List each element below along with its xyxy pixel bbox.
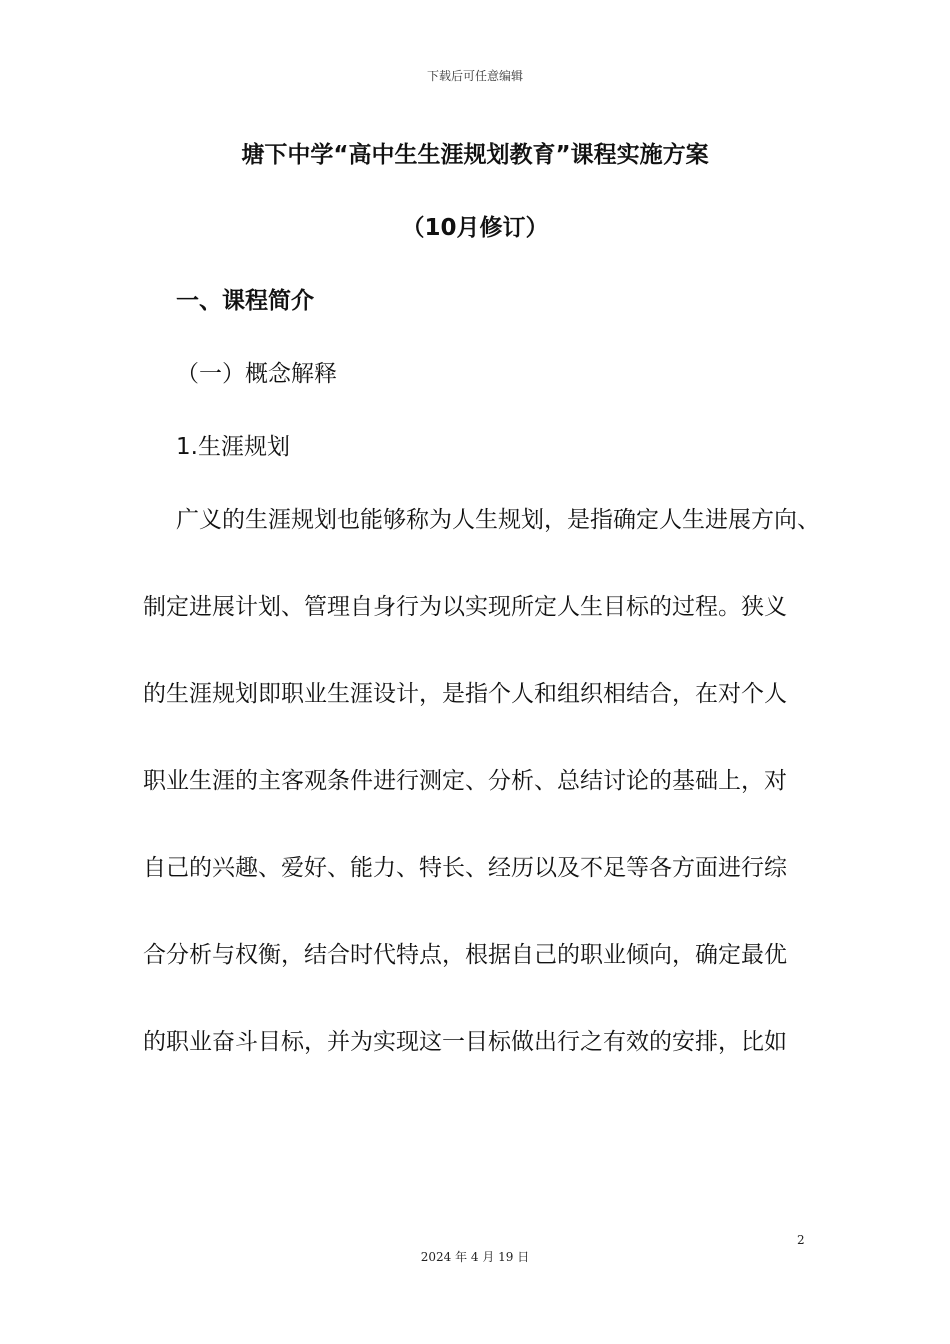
body-line: 合分析与权衡，结合时代特点，根据自己的职业倾向，确定最优 xyxy=(143,942,787,968)
item-heading: 1.生涯规划 xyxy=(176,434,290,460)
subsection-heading: （一）概念解释 xyxy=(176,361,337,387)
body-line: 职业生涯的主客观条件进行测定、分析、总结讨论的基础上，对 xyxy=(143,768,787,794)
header-note: 下载后可任意编辑 xyxy=(426,69,523,83)
section-heading: 一、课程简介 xyxy=(176,288,314,314)
body-line: 自己的兴趣、爱好、能力、特长、经历以及不足等各方面进行综 xyxy=(143,855,787,881)
document-title: 塘下中学“高中生生涯规划教育”课程实施方案 xyxy=(241,142,709,168)
page-number: 2 xyxy=(797,1233,805,1247)
document-subtitle: （10月修订） xyxy=(401,215,549,241)
body-line: 的生涯规划即职业生涯设计，是指个人和组织相结合，在对个人 xyxy=(143,681,787,707)
body-line: 制定进展计划、管理自身行为以实现所定人生目标的过程。狭义 xyxy=(143,594,787,620)
body-line: 的职业奋斗目标，并为实现这一目标做出行之有效的安排，比如 xyxy=(143,1029,787,1055)
footer-date: 2024 年 4 月 19 日 xyxy=(420,1250,530,1264)
body-line: 广义的生涯规划也能够称为人生规划，是指确定人生进展方向、 xyxy=(176,507,820,533)
